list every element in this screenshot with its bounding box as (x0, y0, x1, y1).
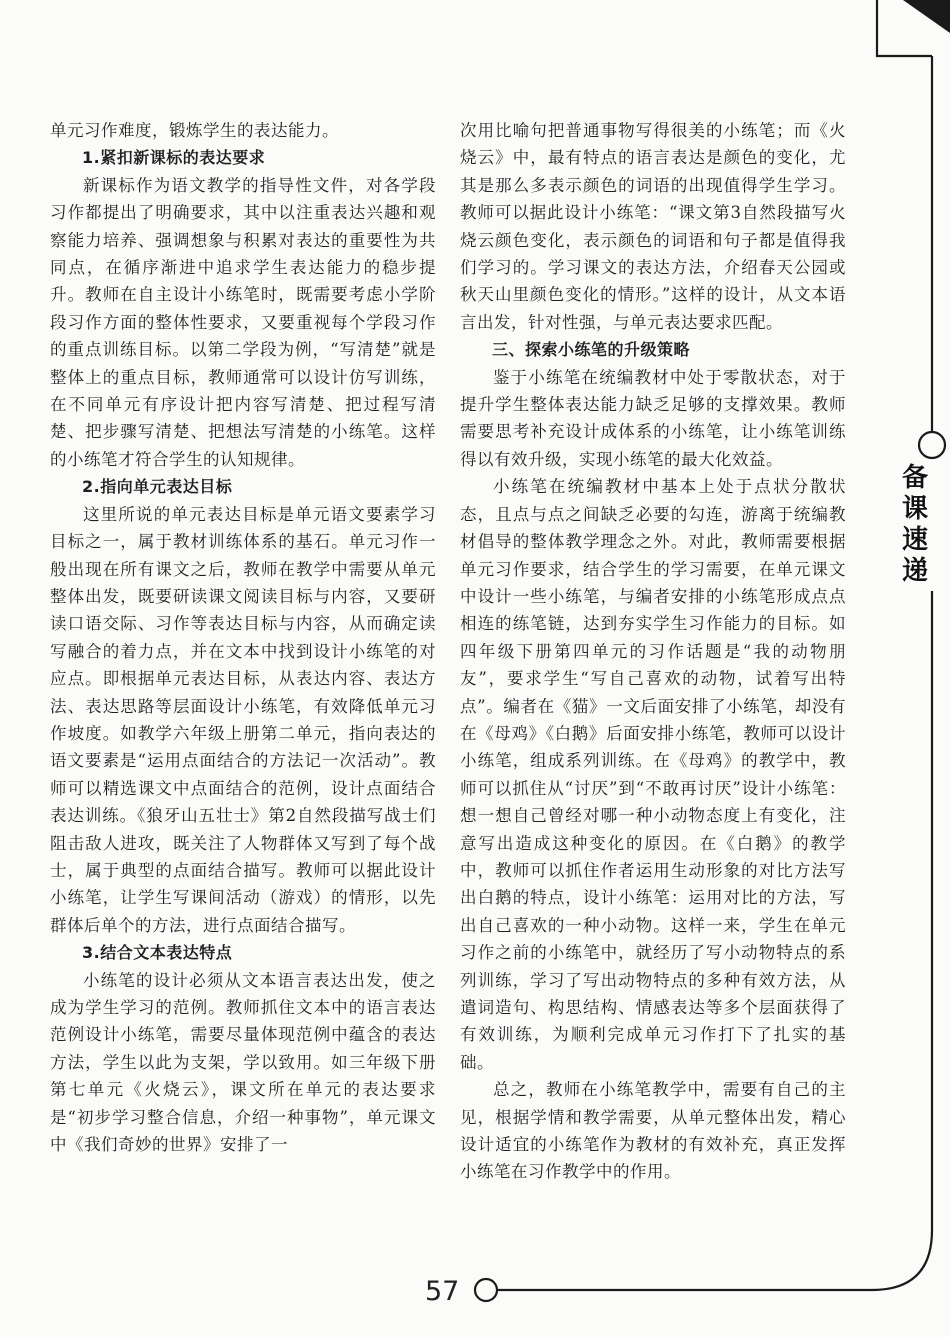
footer-circle (475, 1279, 497, 1301)
subheading-1: 1.紧扣新课标的表达要求 (82, 148, 266, 168)
page-number: 57 (425, 1276, 460, 1307)
left-column (50, 117, 436, 1158)
paragraph-1: 新课标作为语文教学的指导性文件，对各学段习作都提出了明确要求，其中以注重表达兴趣和观察能力培养、强调想象与积累对表达的重要性为共同点，在循序渐进中追求学生表达能力的稳步提升。教师在自主设计小练笔时，既需要考虑小学阶段习作方面的整体性要求，又要重视每个学段习作的重点训练目标。以第二学段为例，“写清楚”就是整体上的重点目标，教师通常可以设计仿写训练，在不同单元有序设计把内容写清楚、把过程写清楚、把步骤写清楚、把想法写清楚的小练笔。这样的小练笔才符合学生的认知规律。 (50, 175, 436, 469)
subheading-2: 2.指向单元表达目标 (82, 477, 233, 497)
right-column (460, 117, 846, 1186)
paragraph-6: 总之，教师在小练笔教学中，需要有自己的主见，根据学情和教学需要，从单元整体出发，精心设计适宜的小练笔作为教材的有效补充，真正发挥小练笔在习作教学中的作用。 (460, 1080, 846, 1182)
section-tab (893, 463, 937, 587)
paragraph-4: 鉴于小练笔在统编教材中处于零散状态，对于提升学生整体表达能力缺乏足够的支撑效果。教师需要思考补充设计成体系的小练笔，让小练笔训练得以有效升级，实现小练笔的最大化效益。 (460, 367, 846, 469)
side-rule-curve (872, 1230, 932, 1290)
section-tab-label: 备课速递 (901, 463, 928, 586)
section-heading-3: 三、探索小练笔的升级策略 (492, 340, 691, 360)
right-continuation: 次用比喻句把普通事物写得很美的小练笔；而《火烧云》中，最有特点的语言表达是颜色的变化，尤其是那么多表示颜色的词语的出现值得学生学习。教师可以据此设计小练笔：“课文第3自然段描写火烧云颜色变化，表示颜色的词语和句子都是值得我们学习的。学习课文的表达方法，介绍春天公园或秋天山里颜色变化的情形。”这样的设计，从文本语言出发，针对性强，与单元表达要求匹配。 (460, 121, 846, 332)
side-circle (919, 432, 945, 458)
paragraph-2: 这里所说的单元表达目标是单元语文要素学习目标之一，属于教材训练体系的基石。单元习作一般出现在所有课文之后，教师在教学中需要从单元整体出发，既要研读课文阅读目标与内容，又要研读口语交际、习作等表达目标与内容，从而确定读写融合的着力点，并在文本中找到设计小练笔的对应点。即根据单元表达目标，从表达内容、表达方法、表达思路等层面设计小练笔，有效降低单元习作坡度。如教学六年级上册第二单元，指向表达的语文要素是“运用点面结合的方法记一次活动”。教师可以精选课文中点面结合的范例，设计点面结合表达训练。《狼牙山五壮士》第2自然段描写战士们阻击敌人进攻，既关注了人物群体又写到了每个战士，属于典型的点面结合描写。教师可以据此设计小练笔，让学生写课间活动（游戏）的情形，以先群体后单个的方法，进行点面结合描写。 (50, 504, 436, 935)
paragraph-3: 小练笔的设计必须从文本语言表达出发，使之成为学生学习的范例。教师抓住文本中的语言表达范例设计小练笔，需要尽量体现范例中蕴含的表达方法，学生以此为支架，学以致用。如三年级下册第七单元《火烧云》，课文所在单元的表达要求是“初步学习整合信息，介绍一种事物”，单元课文中《我们奇妙的世界》安排了一 (50, 970, 436, 1155)
subheading-3: 3.结合文本表达特点 (82, 943, 233, 963)
paragraph-5: 小练笔在统编教材中基本上处于点状分散状态，且点与点之间缺乏必要的勾连，游离于统编教材倡导的整体教学理念之外。对此，教师需要根据单元习作要求，结合学生的学习需要，在单元课文中设计一些小练笔，与编者安排的小练笔形成点点相连的练笔链，达到夯实学生习作能力的目标。如四年级下册第四单元的习作话题是“我的动物朋友”，要求学生“写自己喜欢的动物，试着写出特点”。编者在《猫》一文后面安排了小练笔，却没有在《母鸡》《白鹅》后面安排小练笔，教师可以设计小练笔，组成系列训练。在《母鸡》的教学中，教师可以抓住从“讨厌”到“不敢再讨厌”设计小练笔：想一想自己曾经对哪一种小动物态度上有变化，注意写出造成这种变化的原因。在《白鹅》的教学中，教师可以抓住作者运用生动形象的对比方法写出白鹅的特点，设计小练笔：运用对比的方法，写出自己喜欢的一种小动物。这样一来，学生在单元习作之前的小练笔中，就经历了写小动物特点的系列训练，学习了写出动物特点的多种有效方法，从遣词造句、构思结构、情感表达等多个层面获得了有效训练，为顺利完成单元习作打下了扎实的基础。 (460, 477, 846, 1072)
corner-triangle (903, 0, 950, 33)
left-continuation: 单元习作难度，锻炼学生的表达能力。 (50, 121, 339, 140)
